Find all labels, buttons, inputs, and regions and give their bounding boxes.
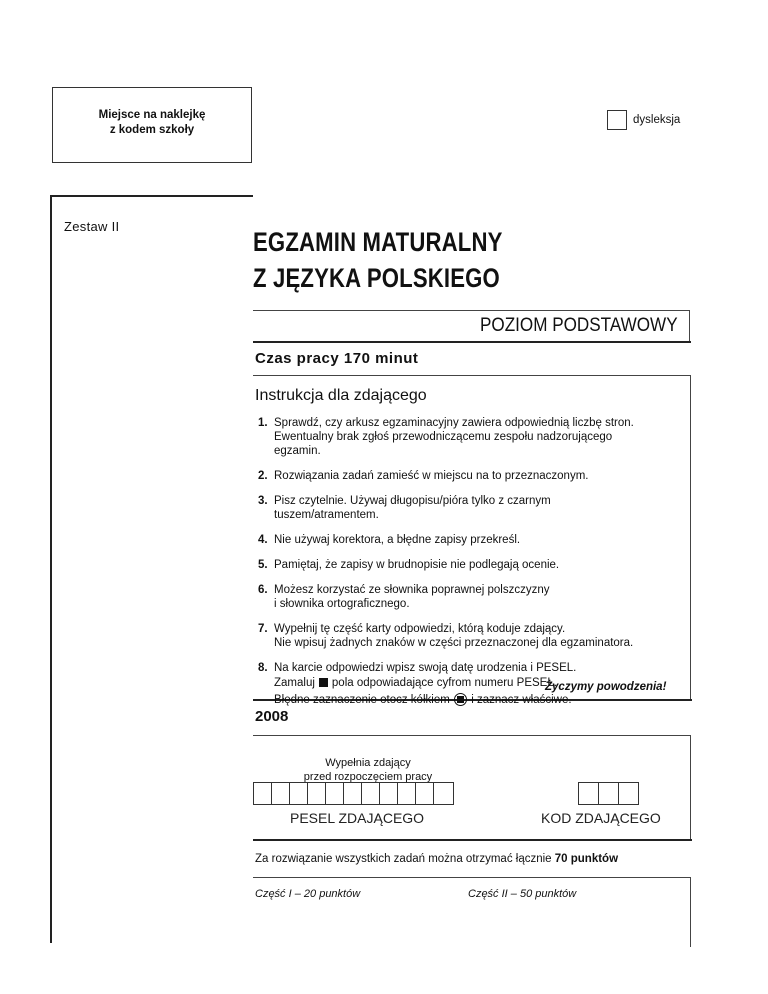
- pesel-cell[interactable]: [397, 782, 416, 805]
- instruction-text: tuszem/atramentem.: [274, 509, 379, 521]
- instruction-text: Nie wpisuj żadnych znaków w części przeznaczonej dla egzaminatora.: [274, 637, 634, 649]
- instruction-text: Ewentualny brak zgłoś przewodniczącemu zespołu nadzorującego: [274, 431, 613, 443]
- pesel-cell[interactable]: [271, 782, 290, 805]
- dyslexia-checkbox[interactable]: [607, 110, 627, 130]
- part-2-label: Część II – 50 punktów: [468, 888, 577, 900]
- sticker-label-line1: Miejsce na naklejkę: [98, 109, 206, 121]
- instruction-item: [258, 494, 688, 522]
- instructions-list: [258, 416, 688, 720]
- level-box-right: [689, 310, 690, 341]
- points-value: 70 punktów: [554, 853, 619, 865]
- part-1-label: Część I – 20 punktów: [255, 888, 361, 900]
- instruction-item: [258, 533, 688, 547]
- pesel-label: PESEL ZDAJĄCEGO: [290, 810, 425, 826]
- instr-box-top: [253, 375, 691, 376]
- instruction-item: [258, 583, 688, 611]
- instruction-number: 8.: [258, 662, 268, 674]
- instruction-text: i słownika ortograficznego.: [274, 598, 410, 610]
- level-box-top: [253, 310, 690, 311]
- instruction-text: Rozwiązania zadań zamieść w miejscu na to przeznaczonym.: [274, 470, 589, 482]
- filled-square-icon: [319, 678, 328, 687]
- kod-cell[interactable]: [598, 782, 619, 805]
- fill-box-top: [253, 735, 691, 736]
- level-underline: [253, 341, 691, 343]
- instruction-text: Na karcie odpowiedzi wpisz swoją datę urodzenia i PESEL.: [274, 662, 577, 674]
- instruction-text: egzamin.: [274, 445, 321, 457]
- pesel-cell[interactable]: [433, 782, 454, 805]
- frame-left-line: [50, 195, 52, 943]
- instruction-text: pola odpowiadające cyfrom numeru PESEL.: [331, 677, 557, 689]
- exam-title-line2: Z JĘZYKA POLSKIEGO: [253, 263, 500, 293]
- instruction-number: 6.: [258, 584, 268, 596]
- instruction-text: Zamaluj: [274, 677, 315, 689]
- instructions-title: Instrukcja dla zdającego: [255, 387, 427, 404]
- wish-text: Życzymy powodzenia!: [545, 681, 667, 693]
- instruction-number: 5.: [258, 559, 268, 571]
- instr-box-right: [690, 375, 691, 700]
- kod-cell[interactable]: [578, 782, 599, 805]
- school-sticker-box: [52, 87, 252, 163]
- filler-note: [293, 756, 443, 784]
- kod-label: KOD ZDAJĄCEGO: [541, 810, 661, 826]
- circled-square-icon: [454, 693, 467, 706]
- set-label: Zestaw II: [64, 219, 120, 234]
- instruction-item: [258, 558, 688, 572]
- level-label: POZIOM PODSTAWOWY: [480, 315, 678, 336]
- time-label: Czas pracy 170 minut: [255, 350, 419, 367]
- pesel-cells: [253, 782, 453, 805]
- instruction-text: i zaznacz właściwe.: [471, 694, 572, 706]
- instruction-number: 3.: [258, 495, 268, 507]
- sticker-label-line2: z kodem szkoły: [109, 124, 195, 136]
- instruction-number: 4.: [258, 534, 268, 546]
- frame-top-line: [50, 195, 253, 197]
- instruction-number: 7.: [258, 623, 268, 635]
- points-note: [255, 853, 618, 865]
- pesel-cell[interactable]: [415, 782, 434, 805]
- points-text: Za rozwiązanie wszystkich zadań można otrzymać łącznie: [255, 853, 552, 865]
- instruction-text: Możesz korzystać ze słownika poprawnej polszczyzny: [274, 584, 550, 596]
- pesel-cell[interactable]: [289, 782, 308, 805]
- pesel-cell[interactable]: [361, 782, 380, 805]
- dyslexia-label: dysleksja: [633, 114, 681, 126]
- instruction-number: 2.: [258, 470, 268, 482]
- pesel-cell[interactable]: [343, 782, 362, 805]
- kod-cells: [578, 782, 638, 805]
- fill-box-bottom: [253, 839, 692, 841]
- instruction-text: Pamiętaj, że zapisy w brudnopisie nie podlegają ocenie.: [274, 559, 560, 571]
- instruction-item: [258, 416, 688, 458]
- filler-line1: Wypełnia zdający: [325, 757, 411, 769]
- fill-box-right: [690, 735, 691, 840]
- instruction-text: Sprawdź, czy arkusz egzaminacyjny zawiera odpowiednią liczbę stron.: [274, 417, 634, 429]
- parts-box-top: [253, 877, 691, 878]
- year-label: 2008: [255, 708, 289, 725]
- instruction-item: [258, 622, 688, 650]
- pesel-cell[interactable]: [379, 782, 398, 805]
- kod-cell[interactable]: [618, 782, 639, 805]
- instruction-text: Pisz czytelnie. Używaj długopisu/pióra tylko z czarnym: [274, 495, 551, 507]
- pesel-cell[interactable]: [307, 782, 326, 805]
- instruction-item: [258, 469, 688, 483]
- instruction-text: Nie używaj korektora, a błędne zapisy przekreśl.: [274, 534, 521, 546]
- filler-line2: przed rozpoczęciem pracy: [303, 771, 433, 783]
- pesel-cell[interactable]: [253, 782, 272, 805]
- instruction-text: Błędne zaznaczenie otocz kółkiem: [274, 694, 450, 706]
- exam-title-line1: EGZAMIN MATURALNY: [253, 227, 503, 257]
- parts-box-right: [690, 877, 691, 947]
- pesel-cell[interactable]: [325, 782, 344, 805]
- instruction-number: 1.: [258, 417, 268, 429]
- instruction-text: Wypełnij tę część karty odpowiedzi, którą koduje zdający.: [274, 623, 566, 635]
- exam-title: [253, 224, 503, 296]
